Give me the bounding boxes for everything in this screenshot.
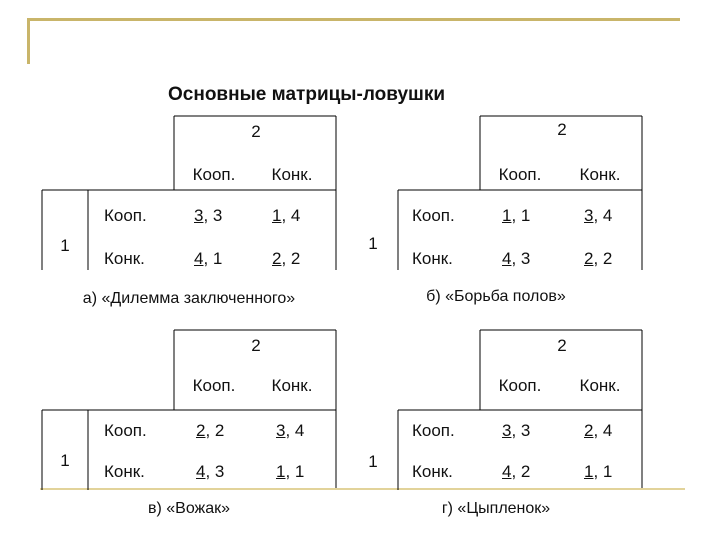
- row-header-coop: Кооп.: [412, 206, 455, 225]
- row-header-conc: Конк.: [412, 249, 453, 268]
- payoff-cell: 4, 3: [502, 249, 531, 268]
- payoff-cell: 1, 1: [584, 462, 613, 481]
- matrix-caption: а) «Дилемма заключенного»: [82, 290, 296, 307]
- row-header-coop: Кооп.: [104, 421, 147, 440]
- row-header-conc: Конк.: [104, 249, 145, 268]
- matrix-caption: б) «Борьба полов»: [426, 288, 566, 305]
- player-2-label: 2: [251, 122, 261, 141]
- player-2-label: 2: [557, 120, 567, 139]
- page-title: Основные матрицы-ловушки: [168, 84, 446, 105]
- payoff-cell: 3, 4: [584, 206, 613, 225]
- payoff-cell: 4, 1: [194, 249, 223, 268]
- col-header-conc: Конк.: [579, 165, 621, 184]
- player-1-label: 1: [60, 236, 70, 255]
- row-header-coop: Кооп.: [104, 206, 147, 225]
- payoff-cell: 3, 3: [194, 206, 223, 225]
- payoff-cell: 2, 2: [272, 249, 301, 268]
- col-header-coop: Кооп.: [498, 376, 542, 395]
- payoff-cell: 4, 2: [502, 462, 531, 481]
- row-header-conc: Конк.: [412, 462, 453, 481]
- matrix-caption: в) «Вожак»: [147, 500, 231, 517]
- col-header-conc: Конк.: [271, 165, 313, 184]
- matrix-caption: г) «Цыпленок»: [441, 500, 551, 517]
- player-1-label: 1: [368, 452, 378, 471]
- player-2-label: 2: [251, 336, 261, 355]
- col-header-coop: Кооп.: [498, 165, 542, 184]
- payoff-cell: 3, 4: [276, 421, 305, 440]
- payoff-cell: 1, 1: [502, 206, 531, 225]
- payoff-cell: 4, 3: [196, 462, 225, 481]
- col-header-coop: Кооп.: [192, 165, 236, 184]
- player-1-label: 1: [368, 234, 378, 253]
- payoff-cell: 2, 4: [584, 421, 613, 440]
- row-header-conc: Конк.: [104, 462, 145, 481]
- payoff-cell: 2, 2: [584, 249, 613, 268]
- payoff-cell: 3, 3: [502, 421, 531, 440]
- player-2-label: 2: [557, 336, 567, 355]
- col-header-conc: Конк.: [579, 376, 621, 395]
- payoff-cell: 1, 4: [272, 206, 301, 225]
- player-1-label: 1: [60, 451, 70, 470]
- payoff-cell: 1, 1: [276, 462, 305, 481]
- col-header-conc: Конк.: [271, 376, 313, 395]
- row-header-coop: Кооп.: [412, 421, 455, 440]
- payoff-cell: 2, 2: [196, 421, 225, 440]
- col-header-coop: Кооп.: [192, 376, 236, 395]
